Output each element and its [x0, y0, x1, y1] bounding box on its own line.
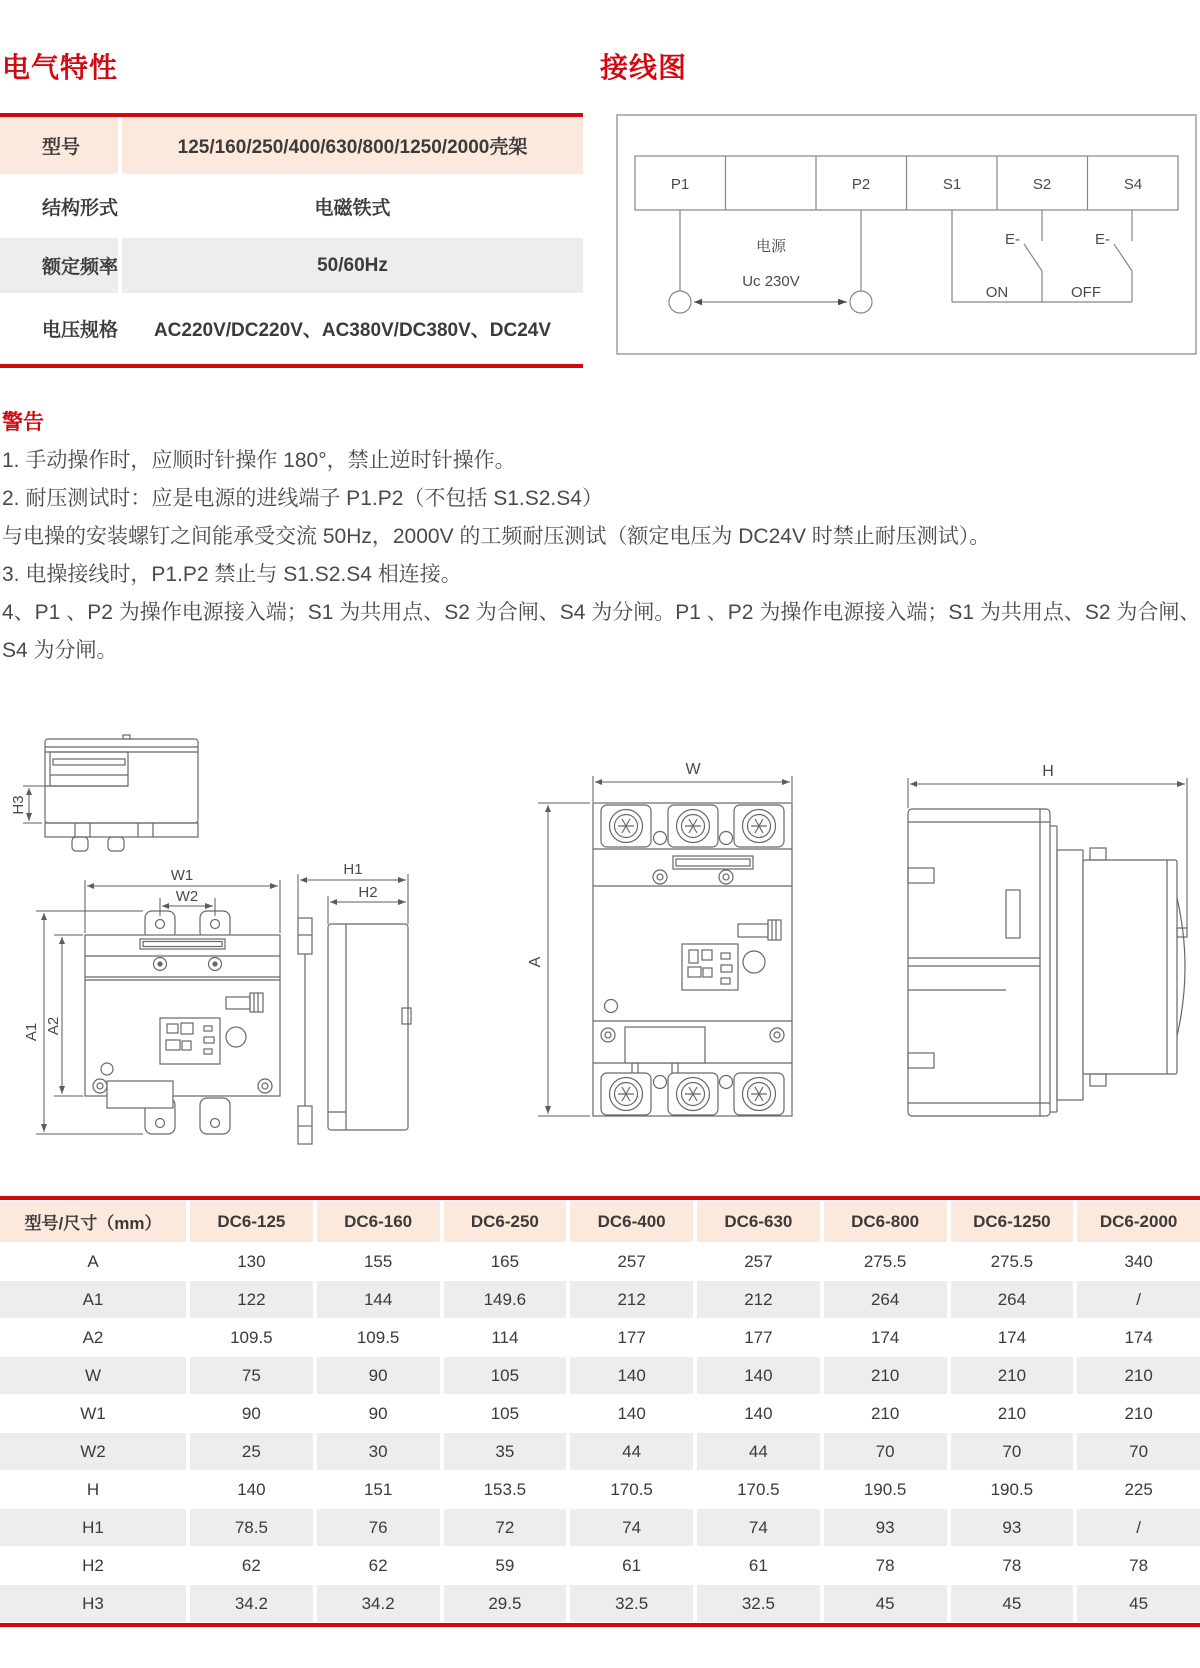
a-dim-label: A [527, 956, 544, 968]
spec-row [0, 174, 583, 238]
table-row [0, 1357, 1200, 1394]
dim-cell: 59 [444, 1547, 567, 1584]
dim-table-header-cell: DC6-800 [824, 1201, 947, 1242]
dim-cell: 212 [697, 1281, 820, 1318]
dim-table-header-cell: DC6-250 [444, 1201, 567, 1242]
dim-row-label: W1 [0, 1395, 186, 1432]
warning-line: 2. 耐压测试时：应是电源的进线端子 P1.P2（不包括 S1.S2.S4） [2, 487, 603, 510]
page-title-wiring: 接线图 [600, 52, 688, 83]
spec-label: 型号 [0, 117, 118, 174]
dim-cell: 70 [824, 1433, 947, 1470]
w2-dim-label: W2 [175, 888, 199, 905]
dim-cell: 174 [1077, 1319, 1200, 1356]
page-title-electrical: 电气特性 [2, 52, 119, 83]
dim-cell: 62 [317, 1547, 440, 1584]
dim-cell: 122 [190, 1281, 313, 1318]
dim-cell: 109.5 [190, 1319, 313, 1356]
dim-cell: 170.5 [697, 1471, 820, 1508]
spec-value: 125/160/250/400/630/800/1250/2000壳架 [122, 117, 583, 174]
dim-cell: / [1077, 1509, 1200, 1546]
dim-cell: 30 [317, 1433, 440, 1470]
dim-cell: 165 [444, 1243, 567, 1280]
dim-cell: 264 [824, 1281, 947, 1318]
warning-title: 警告 [2, 411, 44, 434]
dim-cell: 34.2 [190, 1585, 313, 1622]
w1-dim-label: W1 [170, 867, 194, 884]
dim-cell: 90 [190, 1395, 313, 1432]
dim-table-body [0, 1243, 1200, 1622]
dim-row-label: A1 [0, 1281, 186, 1318]
table-row [0, 1243, 1200, 1280]
dim-cell: 32.5 [697, 1585, 820, 1622]
dim-table-header-cell: DC6-630 [697, 1201, 820, 1242]
dim-cell: 140 [570, 1357, 693, 1394]
dim-table-header-cell: DC6-1250 [951, 1201, 1074, 1242]
dim-cell: 190.5 [951, 1471, 1074, 1508]
dim-row-label: A [0, 1243, 186, 1280]
dim-cell: 61 [570, 1547, 693, 1584]
dim-cell: 257 [697, 1243, 820, 1280]
dim-cell: 140 [697, 1357, 820, 1394]
dim-cell: 45 [1077, 1585, 1200, 1622]
dim-cell: 275.5 [951, 1243, 1074, 1280]
dim-cell: 35 [444, 1433, 567, 1470]
dim-cell: 140 [190, 1471, 313, 1508]
dim-cell: 29.5 [444, 1585, 567, 1622]
h-dim-label: H [1042, 763, 1054, 780]
a1-dim-label: A1 [23, 1022, 40, 1042]
voltage-label: Uc 230V [742, 273, 800, 290]
dim-cell: 72 [444, 1509, 567, 1546]
off-switch-blade [1114, 244, 1132, 271]
power-label: 电源 [755, 238, 787, 255]
table-row [0, 1395, 1200, 1432]
spec-table-rows [0, 117, 583, 364]
off-label: OFF [1071, 284, 1101, 301]
dim-cell: 70 [951, 1433, 1074, 1470]
dim-cell: 210 [1077, 1395, 1200, 1432]
dim-cell: 78 [951, 1547, 1074, 1584]
dim-cell: 61 [697, 1547, 820, 1584]
on-label: ON [985, 284, 1009, 301]
dim-cell: / [1077, 1281, 1200, 1318]
dim-cell: 210 [951, 1395, 1074, 1432]
dim-cell: 153.5 [444, 1471, 567, 1508]
terminal-label-s1: S1 [942, 176, 962, 193]
spec-row [0, 117, 583, 174]
dim-row-label: W2 [0, 1433, 186, 1470]
dim-row-label: H3 [0, 1585, 186, 1622]
table-row [0, 1585, 1200, 1622]
spec-label: 额定频率 [0, 238, 118, 293]
side-view-large-drawing [840, 700, 1200, 1130]
e-label-on: E- [1005, 231, 1020, 248]
dim-cell: 75 [190, 1357, 313, 1394]
dim-cell: 93 [951, 1509, 1074, 1546]
w-dim-label: W [685, 761, 701, 778]
dim-cell: 210 [951, 1357, 1074, 1394]
warning-line: 4、P1 、P2 为操作电源接入端；S1 为共用点、S2 为合闸、S4 为分闸。P1 、P2 为操作电源接入端；S1 为共用点、S2 为合闸、 [2, 601, 1200, 624]
front-view-large-drawing [527, 710, 810, 1130]
dim-cell: 76 [317, 1509, 440, 1546]
dim-cell: 25 [190, 1433, 313, 1470]
on-switch-blade [1024, 244, 1042, 271]
warning-section [2, 404, 1200, 670]
dim-cell: 264 [951, 1281, 1074, 1318]
spec-row [0, 293, 583, 364]
h2-dim-label: H2 [358, 884, 378, 901]
spec-value: 电磁铁式 [314, 197, 391, 219]
spec-label: 电压规格 [42, 320, 119, 341]
terminal-label-s4: S4 [1123, 176, 1143, 193]
warning-line: 与电操的安装螺钉之间能承受交流 50Hz，2000V 的工频耐压测试（额定电压为 DC24V 时禁止耐压测试）。 [2, 525, 991, 548]
front-view-drawing [10, 860, 290, 1150]
dim-cell: 275.5 [824, 1243, 947, 1280]
dim-row-label: H [0, 1471, 186, 1508]
dim-cell: 45 [824, 1585, 947, 1622]
table-row [0, 1433, 1200, 1470]
dim-cell: 155 [317, 1243, 440, 1280]
spec-row [0, 238, 583, 293]
dim-row-label: H2 [0, 1547, 186, 1584]
dim-cell: 74 [570, 1509, 693, 1546]
dim-cell: 78 [1077, 1547, 1200, 1584]
dim-cell: 340 [1077, 1243, 1200, 1280]
dim-row-label: H1 [0, 1509, 186, 1546]
table-row [0, 1547, 1200, 1584]
dim-cell: 210 [824, 1395, 947, 1432]
dim-cell: 140 [697, 1395, 820, 1432]
dim-cell: 62 [190, 1547, 313, 1584]
dim-cell: 174 [951, 1319, 1074, 1356]
dim-cell: 105 [444, 1395, 567, 1432]
dim-cell: 45 [951, 1585, 1074, 1622]
dim-cell: 174 [824, 1319, 947, 1356]
spec-label: 结构形式 [42, 197, 119, 219]
dim-cell: 109.5 [317, 1319, 440, 1356]
dim-cell: 105 [444, 1357, 567, 1394]
dim-cell: 44 [697, 1433, 820, 1470]
dim-cell: 130 [190, 1243, 313, 1280]
dim-cell: 210 [824, 1357, 947, 1394]
dim-cell: 225 [1077, 1471, 1200, 1508]
table-row [0, 1471, 1200, 1508]
spec-table [0, 113, 583, 368]
warning-line: S4 为分闸。 [2, 639, 118, 662]
dim-cell: 170.5 [570, 1471, 693, 1508]
dim-table-header-row [0, 1201, 1200, 1242]
side-view-drawing [290, 860, 415, 1150]
dim-cell: 78.5 [190, 1509, 313, 1546]
dim-cell: 32.5 [570, 1585, 693, 1622]
h1-dim-label: H1 [343, 861, 363, 878]
warning-line: 1. 手动操作时，应顺时针操作 180°，禁止逆时针操作。 [2, 449, 516, 472]
dim-table-header-cell: DC6-125 [190, 1201, 313, 1242]
side-view-dimensions [298, 874, 408, 924]
dim-table-header-cell: 型号/尺寸（mm） [0, 1201, 186, 1242]
dim-cell: 212 [570, 1281, 693, 1318]
spec-value: 50/60Hz [122, 238, 583, 293]
dim-row-label: A2 [0, 1319, 186, 1356]
dim-cell: 114 [444, 1319, 567, 1356]
dim-cell: 177 [697, 1319, 820, 1356]
wiring-diagram [616, 114, 1197, 355]
a2-dim-label: A2 [45, 1016, 62, 1036]
dim-cell: 151 [317, 1471, 440, 1508]
dim-cell: 177 [570, 1319, 693, 1356]
dim-cell: 90 [317, 1395, 440, 1432]
warning-lines [2, 442, 1200, 670]
h3-dim-label: H3 [10, 795, 27, 815]
terminal-label-s2: S2 [1032, 176, 1052, 193]
dim-cell: 74 [697, 1509, 820, 1546]
dim-cell: 144 [317, 1281, 440, 1318]
dim-cell: 44 [570, 1433, 693, 1470]
dim-cell: 190.5 [824, 1471, 947, 1508]
terminal-label-p1: P1 [670, 176, 690, 193]
dim-cell: 140 [570, 1395, 693, 1432]
dim-cell: 210 [1077, 1357, 1200, 1394]
table-row [0, 1281, 1200, 1318]
dim-table-header-cell: DC6-400 [570, 1201, 693, 1242]
dim-cell: 90 [317, 1357, 440, 1394]
table-row [0, 1509, 1200, 1546]
dim-cell: 149.6 [444, 1281, 567, 1318]
dim-cell: 93 [824, 1509, 947, 1546]
warning-line: 3. 电操接线时，P1.P2 禁止与 S1.S2.S4 相连接。 [2, 563, 462, 586]
dim-cell: 78 [824, 1547, 947, 1584]
top-view-drawing [10, 735, 200, 855]
dim-cell: 34.2 [317, 1585, 440, 1622]
dim-row-label: W [0, 1357, 186, 1394]
e-label-off: E- [1095, 231, 1110, 248]
dim-cell: 257 [570, 1243, 693, 1280]
dim-table-header-cell: DC6-160 [317, 1201, 440, 1242]
terminal-label-p2: P2 [851, 176, 871, 193]
dim-table-header-cell: DC6-2000 [1077, 1201, 1200, 1242]
table-row [0, 1319, 1200, 1356]
spec-value: AC220V/DC220V、AC380V/DC380V、DC24V [153, 320, 552, 341]
dim-cell: 70 [1077, 1433, 1200, 1470]
dimension-table [0, 1196, 1200, 1627]
